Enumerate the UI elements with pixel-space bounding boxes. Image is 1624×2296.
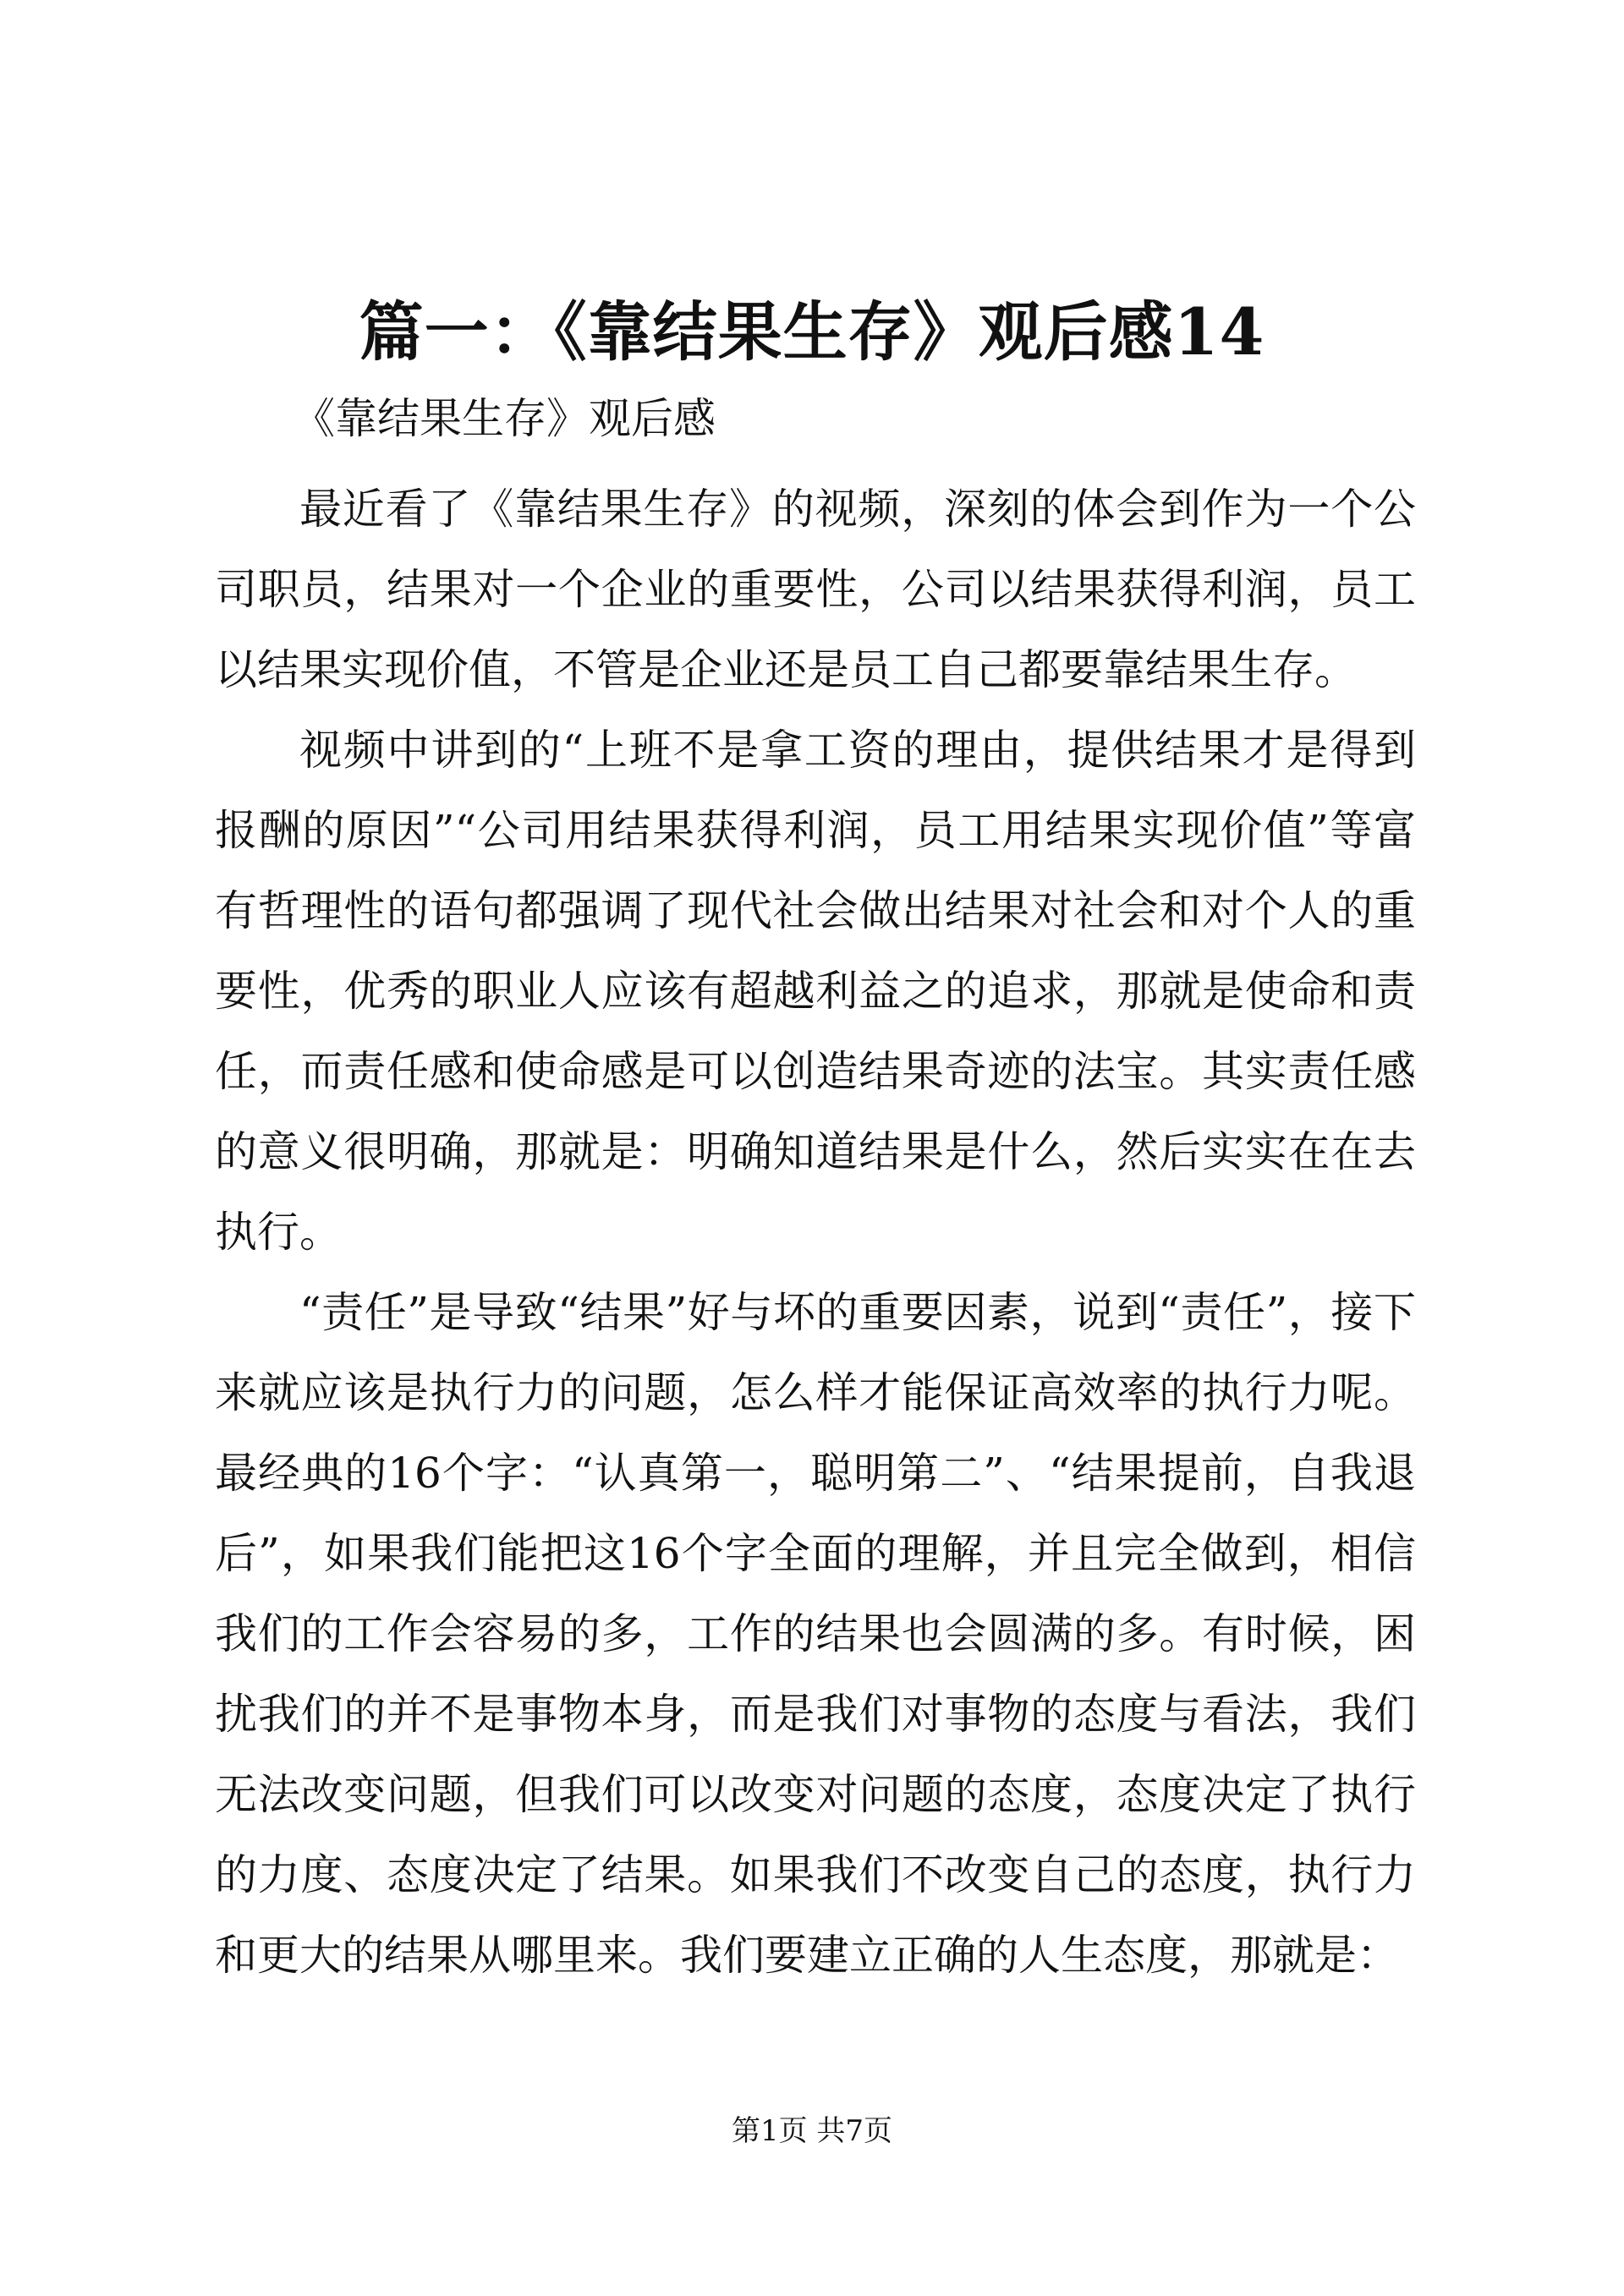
- paragraph-1: 最近看了《靠结果生存》的视频，深刻的体会到作为一个公司职员，结果对一个企业的重要性，公司以结果获得利润，员工以结果实现价值，不管是企业还是员工自己都要靠结果生存。: [215, 485, 1416, 694]
- document-title: 篇一：《靠结果生存》观后感14: [359, 294, 1265, 370]
- paragraph-2: 视频中讲到的“上班不是拿工资的理由，提供结果才是得到报酬的原因”“公司用结果获得利润，员工用结果实现价值”等富有哲理性的语句都强调了现代社会做出结果对社会和对个人的重要性，优秀的职业人应该有超越利益之的追求，那就是使命和责任，而责任感和使命感是可以创造结果奇迹的法宝。其实责任感的意义很明确，那就是：明确知道结果是什么，然后实实在在去执行。: [215, 726, 1416, 1257]
- document-body: [215, 469, 1416, 1996]
- page-number-footer: 第1页 共7页: [731, 2114, 893, 2148]
- paragraph-3: “责任”是导致“结果”好与坏的重要因素，说到“责任”，接下来就应该是执行力的问题，怎么样才能保证高效率的执行力呢。最经典的16个字：“认真第一，聪明第二”、“结果提前，自我退后”，如果我们能把这16个字全面的理解，并且完全做到，相信我们的工作会容易的多，工作的结果也会圆满的多。有时候，困扰我们的并不是事物本身，而是我们对事物的态度与看法，我们无法改变问题，但我们可以改变对问题的态度，态度决定了执行的力度、态度决定了结果。如果我们不改变自己的态度，执行力和更大的结果从哪里来。我们要建立正确的人生态度，那就是：: [215, 1288, 1416, 1980]
- document-subtitle: 《靠结果生存》观后感: [293, 394, 716, 443]
